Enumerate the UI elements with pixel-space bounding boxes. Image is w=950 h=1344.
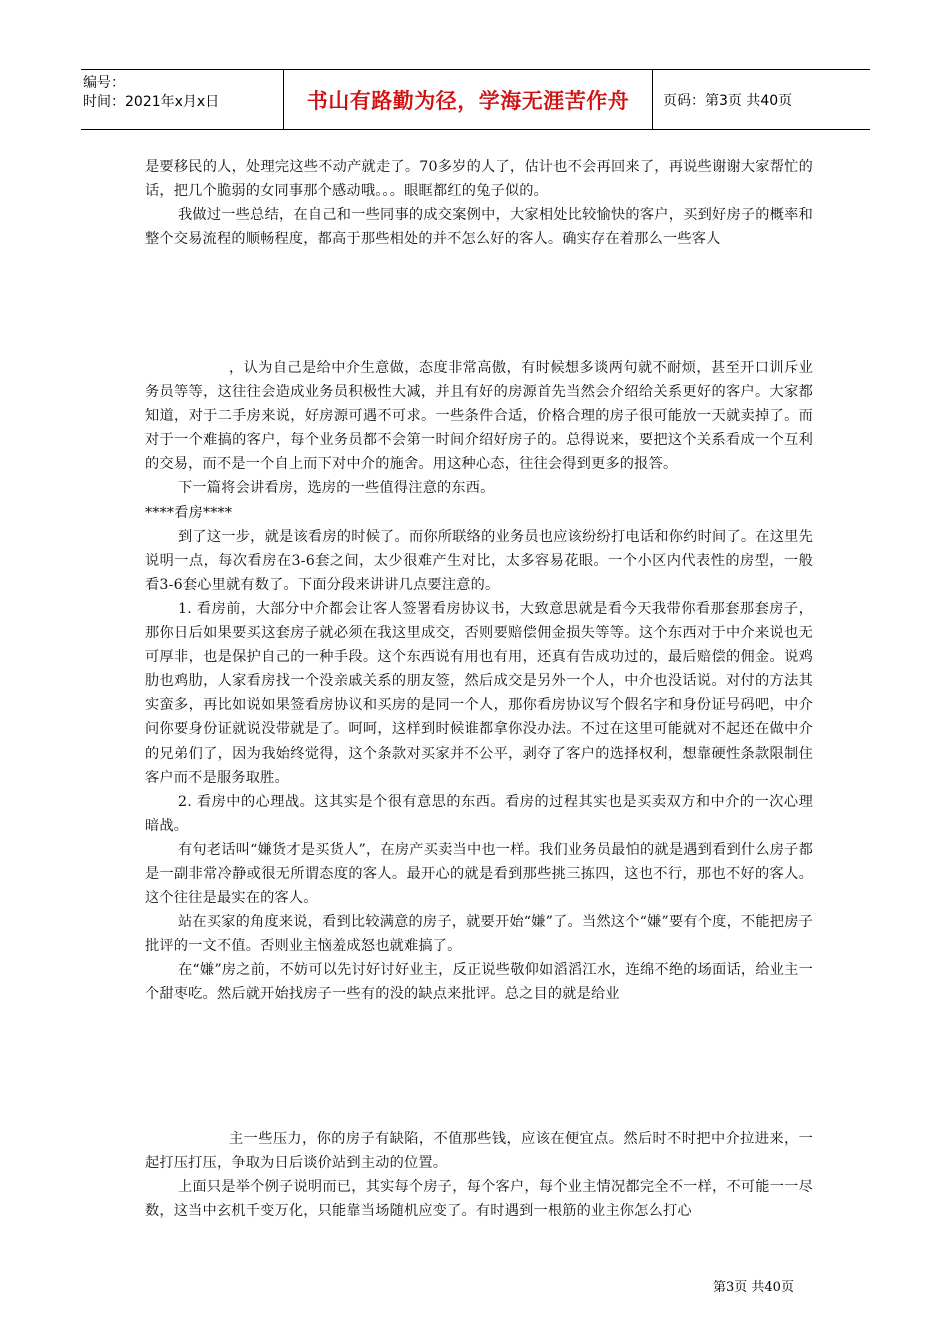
header-meta: [81, 70, 283, 129]
paragraph: 到了这一步，就是该看房的时候了。而你所联络的业务员也应该纷纷打电话和你约时间了。在这里先说明一点，每次看房在3-6套之间，太少很难产生对比，太多容易花眼。一个小区内代表性的房型，一般看3-6套心里就有数了。下面分段来讲讲几点要注意的。: [145, 528, 813, 593]
document-date-label: 时间：2021年x月x日: [83, 94, 220, 110]
text-block-2: [145, 356, 813, 1007]
header-page-code: 页码：第3页 共40页: [663, 92, 793, 109]
paragraph: 2. 看房中的心理战。这其实是个很有意思的东西。看房的过程其实也是买卖双方和中介的一次心理暗战。: [145, 793, 813, 834]
page-footer: 第3页 共40页: [713, 1280, 794, 1295]
header-motto: 书山有路勤为径，学海无涯苦作舟: [283, 70, 653, 129]
paragraph: 主一些压力，你的房子有缺陷，不值那些钱，应该在便宜点。然后时不时把中介拉进来，一起打压打压，争取为日后谈价站到主动的位置。: [145, 1131, 813, 1172]
document-number-label: 编号：: [83, 75, 125, 91]
paragraph: 在“嫌”房之前，不妨可以先讨好讨好业主，反正说些敬仰如滔滔江水，连绵不绝的场面话，给业主一个甜枣吃。然后就开始找房子一些有的没的缺点来批评。总之目的就是给业: [145, 962, 813, 1003]
paragraph: 上面只是举个例子说明而已，其实每个房子，每个客户，每个业主情况都完全不一样，不可能一一尽数，这当中玄机千变万化，只能靠当场随机应变了。有时遇到一根筋的业主你怎么打心: [145, 1179, 813, 1220]
paragraph: 是要移民的人，处理完这些不动产就走了。70多岁的人了，估计也不会再回来了，再说些谢谢大家帮忙的话，把几个脆弱的女同事那个感动哦。。。眼眶都红的兔子似的。: [145, 159, 813, 200]
text-block-3: [145, 1127, 813, 1223]
paragraph: 1. 看房前，大部分中介都会让客人签署看房协议书，大致意思就是看今天我带你看那套那套房子，那你日后如果要买这套房子就必须在我这里成交，否则要赔偿佣金损失等等。这个东西对于中介来说也无可厚非，也是保护自己的一种手段。这个东西说有用也有用，还真有告成功过的，最后赔偿的佣金。说鸡肋也鸡肋，人家看房找一个没亲戚关系的朋友签，然后成交是另外一个人，中介也没话说。对付的方法其实蛮多，再比如说如果签看房协议和买房的是同一个人，那你看房协议写个假名字和身份证号码吧，中介问你要身份证就说没带就是了。呵呵，这样到时候谁都拿你没办法。不过在这里可能就对不起还在做中介的兄弟们了，因为我始终觉得，这个条款对买家并不公平，剥夺了客户的选择权利，想靠硬性条款限制住客户而不是服务取胜。: [145, 600, 813, 786]
paragraph: 站在买家的角度来说，看到比较满意的房子，就要开始“嫌”了。当然这个“嫌”要有个度，不能把房子批评的一文不值。否则业主恼羞成怒也就难搞了。: [145, 914, 813, 955]
paragraph: 有句老话叫“嫌货才是买货人”，在房产买卖当中也一样。我们业务员最怕的就是遇到看到什么房子都是一副非常冷静或很无所谓态度的客人。最开心的就是看到那些挑三拣四，这也不行，那也不好的客人。这个往往是最实在的客人。: [145, 841, 813, 907]
page-header: [81, 69, 870, 130]
text-block-1: [145, 155, 813, 251]
paragraph: 我做过一些总结，在自己和一些同事的成交案例中，大家相处比较愉快的客户，买到好房子的概率和整个交易流程的顺畅程度，都高于那些相处的并不怎么好的客人。确实存在着那么一些客人: [145, 207, 813, 248]
paragraph: ，认为自己是给中介生意做，态度非常高傲，有时候想多谈两句就不耐烦，甚至开口训斥业务员等等，这往往会造成业务员积极性大减，并且有好的房源首先当然会介绍给关系更好的客户。大家都知道，对于二手房来说，好房源可遇不可求。一些条件合适，价格合理的房子很可能放一天就卖掉了。而对于一个难搞的客户，每个业务员都不会第一时间介绍好房子的。总得说来，要把这个关系看成一个互利的交易，而不是一个自上而下对中介的施舍。用这种心态，往往会得到更多的报答。: [145, 360, 813, 473]
paragraph: 下一篇将会讲看房，选房的一些值得注意的东西。: [178, 480, 495, 497]
section-heading: ****看房****: [145, 504, 233, 521]
